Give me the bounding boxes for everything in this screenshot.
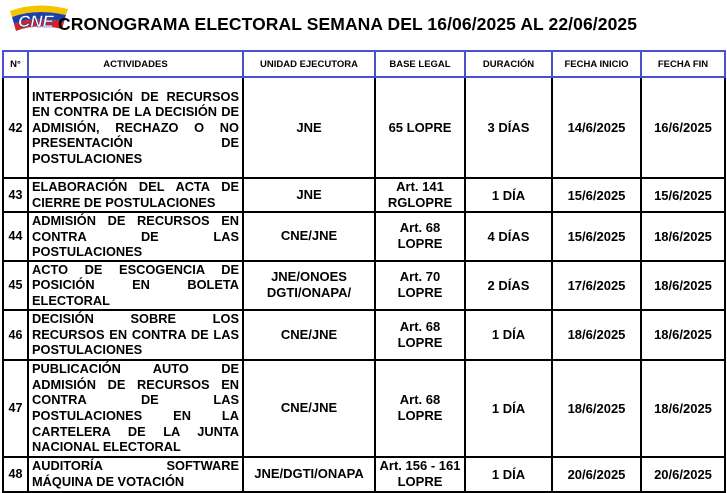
duration-cell: 1 DÍA xyxy=(465,360,552,457)
start-date-cell: 15/6/2025 xyxy=(552,178,641,212)
duration-cell: 3 DÍAS xyxy=(465,77,552,178)
legal-base-cell: Art. 70 LOPRE xyxy=(375,261,465,310)
unit-cell: JNE xyxy=(243,178,375,212)
duration-cell: 2 DÍAS xyxy=(465,261,552,310)
start-date-cell: 20/6/2025 xyxy=(552,457,641,492)
table-header-row xyxy=(3,51,725,77)
logo-text: CNE xyxy=(18,12,54,31)
end-date-cell: 18/6/2025 xyxy=(641,212,725,261)
row-number: 48 xyxy=(3,457,28,492)
end-date-cell: 18/6/2025 xyxy=(641,360,725,457)
duration-cell: 4 DÍAS xyxy=(465,212,552,261)
col-header-duracion: DURACIÓN xyxy=(465,51,552,77)
row-number: 43 xyxy=(3,178,28,212)
col-header-fecha-inicio: FECHA INICIO xyxy=(552,51,641,77)
end-date-cell: 18/6/2025 xyxy=(641,261,725,310)
table-row xyxy=(3,310,725,360)
activity-cell: ACTO DE ESCOGENCIA DE POSICIÓN EN BOLETA ELECTORAL xyxy=(28,261,243,310)
unit-cell: JNE/DGTI/ONAPA xyxy=(243,457,375,492)
schedule-table xyxy=(2,50,726,493)
activity-cell: DECISIÓN SOBRE LOS RECURSOS EN CONTRA DE LAS POSTULACIONES xyxy=(28,310,243,360)
row-number: 44 xyxy=(3,212,28,261)
page-title: CRONOGRAMA ELECTORAL SEMANA DEL 16/06/2025 AL 22/06/2025 xyxy=(58,14,638,34)
duration-cell: 1 DÍA xyxy=(465,310,552,360)
start-date-cell: 18/6/2025 xyxy=(552,360,641,457)
col-header-base-legal: BASE LEGAL xyxy=(375,51,465,77)
row-number: 45 xyxy=(3,261,28,310)
col-header-fecha-fin: FECHA FIN xyxy=(641,51,725,77)
row-number: 47 xyxy=(3,360,28,457)
table-row xyxy=(3,261,725,310)
activity-cell: PUBLICACIÓN AUTO DE ADMISIÓN DE RECURSOS EN CONTRA DE LAS POSTULACIONES EN LA CARTELERA DE LA JUNTA NACIONAL ELECTORAL xyxy=(28,360,243,457)
col-header-num: N° xyxy=(3,51,28,77)
unit-cell: CNE/JNE xyxy=(243,310,375,360)
end-date-cell: 20/6/2025 xyxy=(641,457,725,492)
unit-cell: CNE/JNE xyxy=(243,360,375,457)
activity-cell: AUDITORÍA SOFTWARE MÁQUINA DE VOTACIÓN xyxy=(28,457,243,492)
legal-base-cell: Art. 68 LOPRE xyxy=(375,360,465,457)
col-header-unidad: UNIDAD EJECUTORA xyxy=(243,51,375,77)
table-row xyxy=(3,178,725,212)
unit-cell: JNE/ONOES DGTI/ONAPA/ xyxy=(243,261,375,310)
table-row xyxy=(3,77,725,178)
row-number: 46 xyxy=(3,310,28,360)
col-header-actividades: ACTIVIDADES xyxy=(28,51,243,77)
unit-cell: JNE xyxy=(243,77,375,178)
table-row xyxy=(3,360,725,457)
end-date-cell: 15/6/2025 xyxy=(641,178,725,212)
activity-cell: INTERPOSICIÓN DE RECURSOS EN CONTRA DE LA DECISIÓN DE ADMISIÓN, RECHAZO O NO PRESENTACIÓN DE POSTULACIONES xyxy=(28,77,243,178)
legal-base-cell: Art. 68 LOPRE xyxy=(375,212,465,261)
activity-cell: ELABORACIÓN DEL ACTA DE CIERRE DE POSTULACIONES xyxy=(28,178,243,212)
legal-base-cell: Art. 141 RGLOPRE xyxy=(375,178,465,212)
start-date-cell: 18/6/2025 xyxy=(552,310,641,360)
duration-cell: 1 DÍA xyxy=(465,178,552,212)
unit-cell: CNE/JNE xyxy=(243,212,375,261)
duration-cell: 1 DÍA xyxy=(465,457,552,492)
start-date-cell: 17/6/2025 xyxy=(552,261,641,310)
legal-base-cell: 65 LOPRE xyxy=(375,77,465,178)
end-date-cell: 18/6/2025 xyxy=(641,310,725,360)
legal-base-cell: Art. 156 - 161 LOPRE xyxy=(375,457,465,492)
row-number: 42 xyxy=(3,77,28,178)
end-date-cell: 16/6/2025 xyxy=(641,77,725,178)
legal-base-cell: Art. 68 LOPRE xyxy=(375,310,465,360)
activity-cell: ADMISIÓN DE RECURSOS EN CONTRA DE LAS POSTULACIONES xyxy=(28,212,243,261)
start-date-cell: 14/6/2025 xyxy=(552,77,641,178)
table-row xyxy=(3,212,725,261)
start-date-cell: 15/6/2025 xyxy=(552,212,641,261)
table-row xyxy=(3,457,725,492)
